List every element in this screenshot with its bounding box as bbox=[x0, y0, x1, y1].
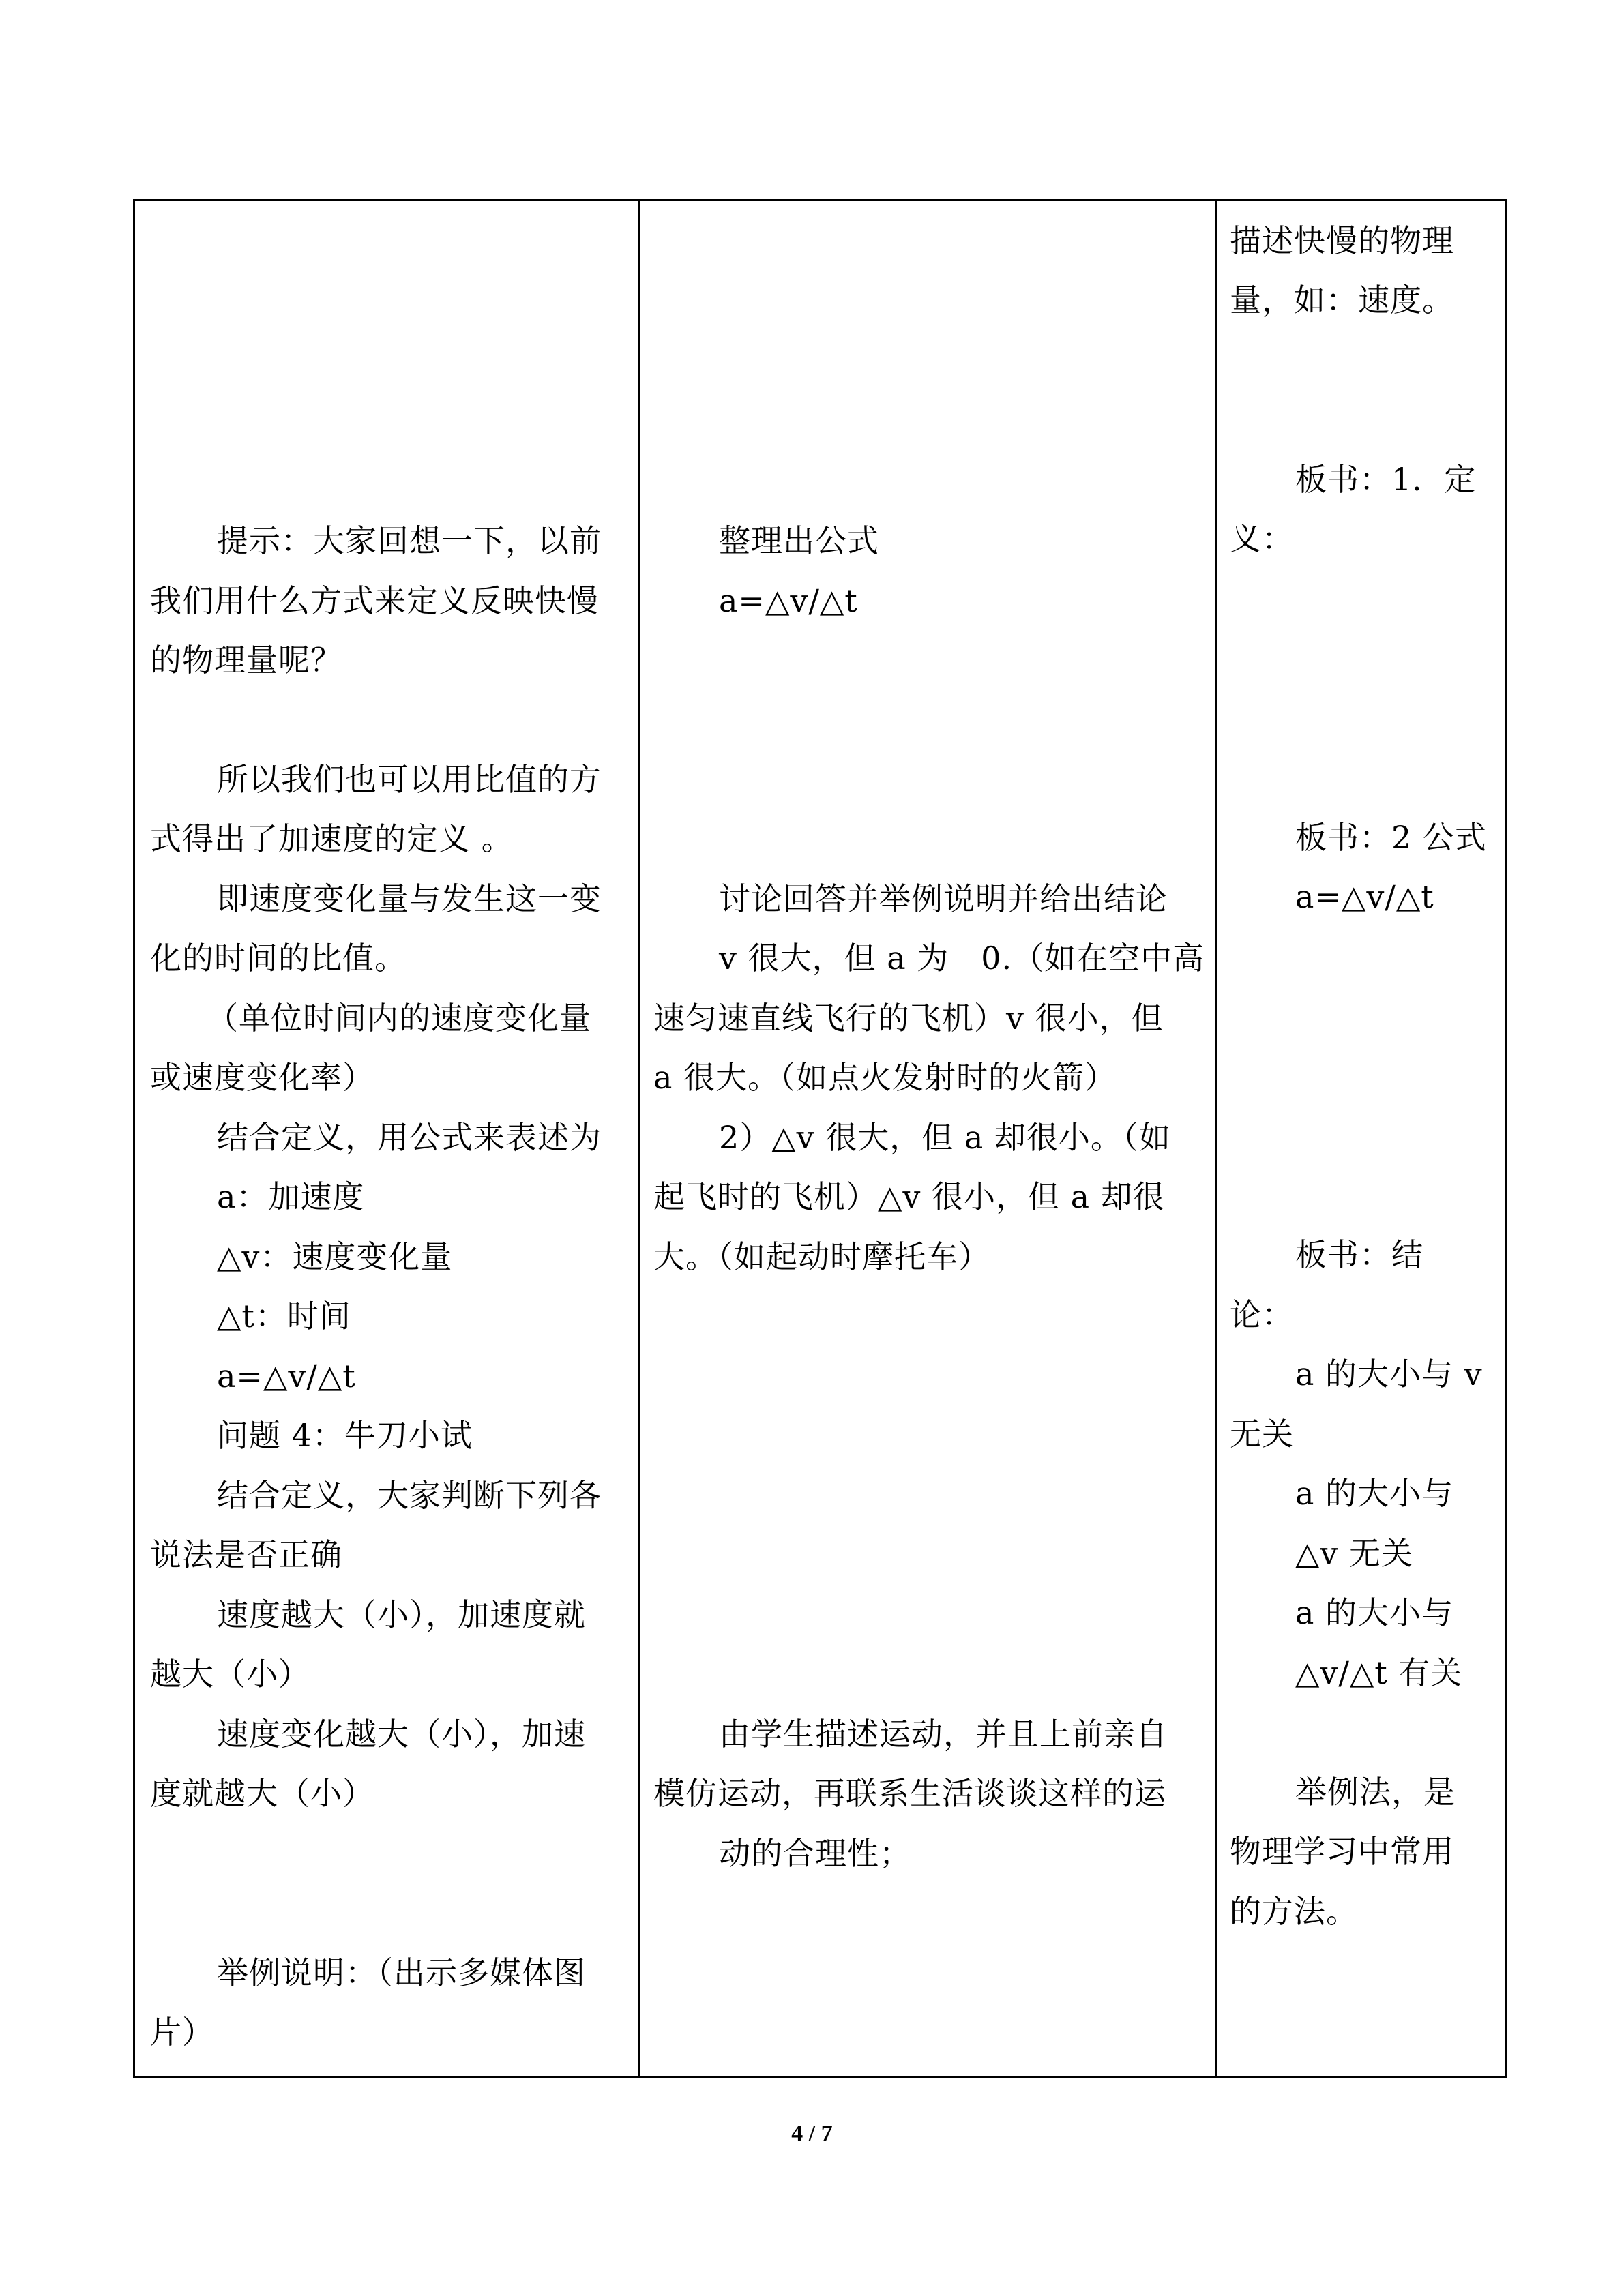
text-line: △t：时间 bbox=[217, 1298, 351, 1335]
text-line: 结合定义，用公式来表述为 bbox=[217, 1119, 602, 1156]
text-line: 无关 bbox=[1230, 1416, 1294, 1452]
text-line: 讨论回答并举例说明并给出结论 bbox=[719, 880, 1168, 917]
text-line: 模仿运动，再联系生活谈谈这样的运 bbox=[653, 1775, 1166, 1812]
text-line: 板书：结 bbox=[1295, 1236, 1423, 1273]
text-line: a 的大小与 bbox=[1295, 1475, 1454, 1512]
teacher-activity-cell bbox=[150, 201, 628, 2076]
text-line: 板书：2 公式 bbox=[1295, 819, 1487, 856]
text-line: △v/△t 有关 bbox=[1295, 1654, 1463, 1691]
text-line: 举例说明：（出示多媒体图 bbox=[217, 1954, 586, 1991]
text-line: 板书：1．定 bbox=[1295, 461, 1477, 498]
text-line: 即速度变化量与发生这一变 bbox=[217, 880, 602, 917]
text-line: 量，如：速度。 bbox=[1230, 282, 1454, 318]
text-line: a：加速度 bbox=[217, 1178, 365, 1215]
text-line: 大。（如起动时摩托车） bbox=[653, 1238, 990, 1275]
text-line: a 的大小与 bbox=[1295, 1594, 1454, 1631]
column-divider bbox=[638, 201, 640, 2076]
text-line: 2）△v 很大，但 a 却很小。（如 bbox=[719, 1119, 1171, 1156]
student-activity-cell bbox=[653, 201, 1206, 2076]
text-line: a=△v/△t bbox=[217, 1358, 356, 1395]
text-line: 论： bbox=[1230, 1296, 1294, 1333]
text-line: a 的大小与 v bbox=[1295, 1356, 1483, 1392]
text-line: 越大（小） bbox=[150, 1656, 310, 1693]
text-line: △v：速度变化量 bbox=[217, 1238, 453, 1275]
text-line: 式得出了加速度的定义 。 bbox=[150, 820, 514, 857]
text-line: 的方法。 bbox=[1230, 1893, 1358, 1930]
text-line: 描述快慢的物理 bbox=[1230, 222, 1454, 259]
text-line: 提示：大家回想一下，以前 bbox=[217, 522, 602, 559]
text-line: v 很大，但 a 为 0.（如在空中高 bbox=[719, 940, 1205, 976]
text-line: 的物理量呢？ bbox=[150, 642, 342, 679]
text-line: 我们用什么方式来定义反映快慢 bbox=[150, 582, 599, 619]
text-line: 片） bbox=[150, 2014, 214, 2051]
text-line: a=△v/△t bbox=[1295, 878, 1434, 915]
text-line: 起飞时的飞机）△v 很小，但 a 却很 bbox=[653, 1178, 1165, 1215]
text-line: （单位时间内的速度变化量 bbox=[207, 1000, 591, 1037]
text-line: 所以我们也可以用比值的方 bbox=[217, 761, 602, 798]
text-line: 或速度变化率） bbox=[150, 1059, 374, 1096]
text-line: 速度越大（小），加速度就 bbox=[217, 1596, 586, 1633]
text-line: 问题 4：牛刀小试 bbox=[217, 1417, 473, 1454]
text-line: 由学生描述运动，并且上前亲自 bbox=[719, 1716, 1168, 1753]
text-line: △v 无关 bbox=[1295, 1535, 1413, 1572]
text-line: 物理学习中常用 bbox=[1230, 1833, 1454, 1870]
text-line: 结合定义，大家判断下列各 bbox=[217, 1477, 602, 1514]
text-line: a 很大。（如点火发射时的火箭） bbox=[653, 1059, 1117, 1096]
text-line: 度就越大（小） bbox=[150, 1775, 374, 1812]
text-line: 举例法，是 bbox=[1295, 1774, 1456, 1810]
text-line: 速匀速直线飞行的飞机）v 很小，但 bbox=[653, 1000, 1164, 1037]
page-number: 4 / 7 bbox=[791, 2121, 833, 2146]
text-line: a=△v/△t bbox=[719, 582, 858, 619]
text-line: 整理出公式 bbox=[719, 522, 879, 559]
text-line: 说法是否正确 bbox=[150, 1536, 342, 1573]
text-line: 动的合理性； bbox=[719, 1835, 911, 1872]
lesson-plan-table bbox=[133, 199, 1507, 2078]
design-notes-cell bbox=[1230, 201, 1499, 2076]
text-line: 义： bbox=[1230, 520, 1294, 557]
column-divider bbox=[1215, 201, 1217, 2076]
text-line: 化的时间的比值。 bbox=[150, 940, 407, 976]
text-line: 速度变化越大（小），加速 bbox=[217, 1716, 586, 1753]
